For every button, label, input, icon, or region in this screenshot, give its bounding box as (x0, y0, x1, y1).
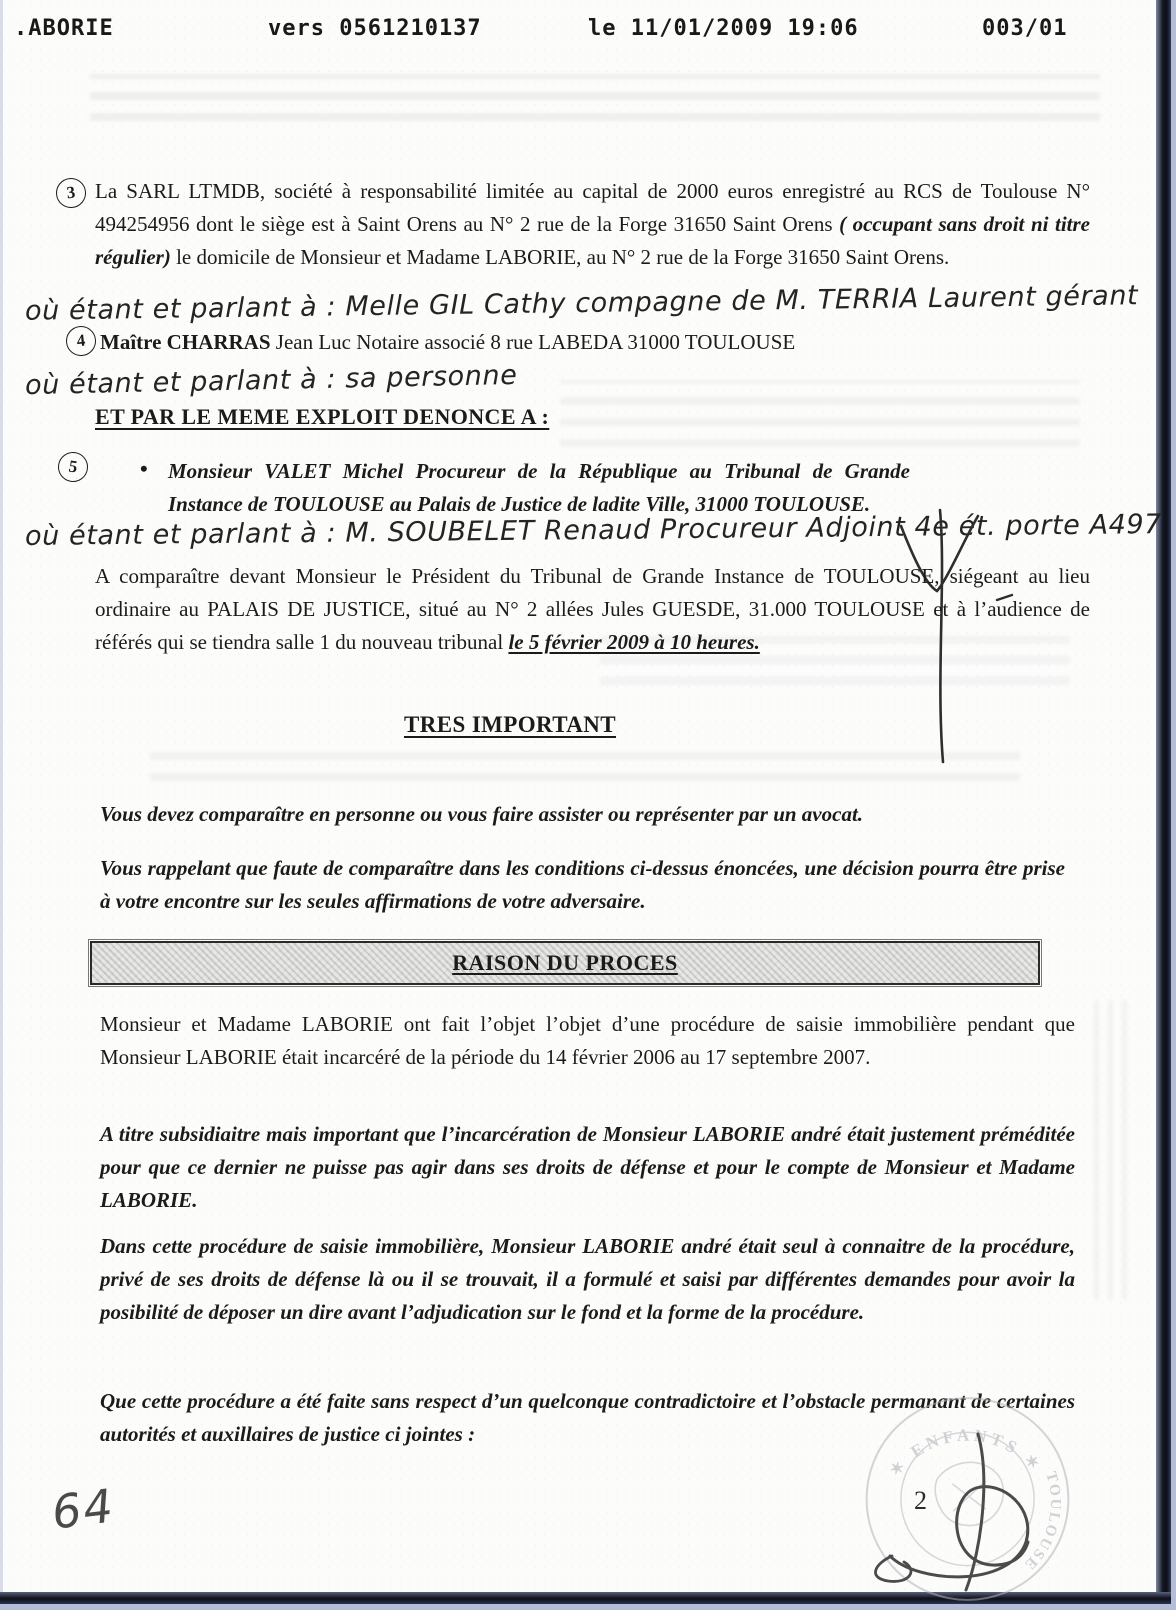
heading-raison-du-proces: RAISON DU PROCES (452, 950, 678, 975)
page-number: 2 (914, 1486, 927, 1515)
paragraph-sarl-text-2: le domicile de Monsieur et Madame LABORIE, au N° 2 rue de la Forge 31650 Saint Orens. (170, 245, 950, 269)
paragraph-a-titre-subsidiaire: A titre subsidiaitre mais important que l’incarcération de Monsieur LABORIE andré était justement préméditée pour que ce dernier ne puisse pas agir dans ses droits de défense et pour le compte de Monsieur et Madame LABORIE. (100, 1122, 1075, 1212)
bullet-icon: • (140, 456, 148, 481)
handwritten-note-service-3: où étant et parlant à : M. SOUBELET Renaud Procureur Adjoint 4e ét. porte A497 (24, 509, 1163, 552)
ghost-bleedthrough-mid (560, 380, 1080, 460)
item-number-3 (55, 177, 88, 210)
paragraph-que-cette-procedure: Que cette procédure a été faite sans respect d’un quelconque contradictoire et l’obstacle permanant de certaines autorités et auxillaires de justice ci jointes : (100, 1389, 1075, 1446)
fax-sender: .ABORIE (14, 16, 114, 41)
paragraph-notaire-name: Maître CHARRAS (100, 330, 271, 354)
paragraph-vous-devez: Vous devez comparaître en personne ou vous faire assister ou représenter par un avocat. (100, 802, 864, 826)
fax-page-counter: 003/01 (982, 16, 1068, 41)
paragraph-convocation-text: A comparaître devant Monsieur le Président du Tribunal de Grande Instance de TOULOUSE, siégeant au lieu ordinaire au PALAIS DE JUSTICE, situé au N° 2 allées Jules GUESDE, 31.000 TOULOUSE et à l’audience de référés qui se tiendra salle 1 du nouveau tribunal (95, 564, 1090, 654)
scan-edge-right (1156, 0, 1171, 1610)
item-number-5 (56, 450, 90, 484)
paragraph-sarl-occupant-clause: ( occupant sans droit ni titre régulier) (95, 212, 1090, 269)
item-number-4-label: 4 (75, 330, 87, 351)
stamp-arc-side-text: TOULOUSE (1020, 1469, 1064, 1574)
item-number-4 (65, 325, 98, 358)
paragraph-notaire (100, 327, 795, 357)
paragraph-saisie-immobiliere: Monsieur et Madame LABORIE ont fait l’objet l’objet d’une procédure de saisie immobilière pendant que Monsieur LABORIE était incarcéré de la période du 14 février 2006 au 17 septembre 2007. (100, 1012, 1075, 1069)
scan-edge-left (0, 0, 3, 1610)
paragraph-dans-cette-procedure: Dans cette procédure de saisie immobilière, Monsieur LABORIE andré était seul à connaitre de la procédure, privé de ses droits de défense là ou il se trouvait, il a formulé et saisi par différentes demandes pour avoir la posibilité de déposer un dire avant l’adjudication sur le fond et la forme de la procédure. (100, 1234, 1075, 1324)
scan-border-right (1171, 0, 1176, 1610)
ghost-bleedthrough-top (90, 74, 1100, 134)
handwritten-page-ref: 64 (48, 1478, 118, 1540)
fax-datetime: le 11/01/2009 19:06 (588, 16, 859, 41)
fax-recipient-number: vers 0561210137 (268, 16, 482, 41)
handwritten-signature (860, 1425, 1075, 1603)
paragraph-notaire-rest: Jean Luc Notaire associé 8 rue LABEDA 31000 TOULOUSE (270, 330, 796, 354)
stamp-arc-top-text: ✶ ENFANTS ✶ (885, 1425, 1047, 1481)
item-number-3-label: 3 (65, 182, 77, 203)
heading-denonce: ET PAR LE MEME EXPLOIT DENONCE A : (95, 404, 550, 429)
paragraph-sarl-text-1: La SARL LTMDB, société à responsabilité limitée au capital de 2000 euros enregistré au RCS de Toulouse N° 494254956 dont le siège est à Saint Orens au N° 2 rue de la Forge 31650 Saint Orens (95, 179, 1090, 236)
handwritten-note-service-1: où étant et parlant à : Melle GIL Cathy compagne de M. TERRIA Laurent gérant (24, 280, 1139, 327)
item-number-5-label: 5 (67, 456, 79, 477)
paragraph-convocation-date: le 5 février 2009 à 10 heures. (508, 630, 760, 654)
paragraph-procureur: Monsieur VALET Michel Procureur de la République au Tribunal de Grande Instance de TOULOUSE au Palais de Justice de ladite Ville, 31000 TOULOUSE. (168, 459, 910, 516)
ghost-bleedthrough-margin (1085, 1000, 1130, 1300)
section-banner-raison-du-proces (90, 941, 1040, 985)
handwritten-note-service-2: où étant et parlant à : sa personne (24, 359, 518, 402)
heading-tres-important: TRES IMPORTANT (403, 712, 617, 737)
paragraph-vous-rappelant: Vous rappelant que faute de comparaître dans les conditions ci-dessus énoncées, une décision pourra être prise à votre encontre sur les seules affirmations de votre adversaire. (100, 856, 1065, 913)
paragraph-sarl-ltmdb (95, 175, 1090, 274)
paragraph-convocation (95, 560, 1090, 659)
